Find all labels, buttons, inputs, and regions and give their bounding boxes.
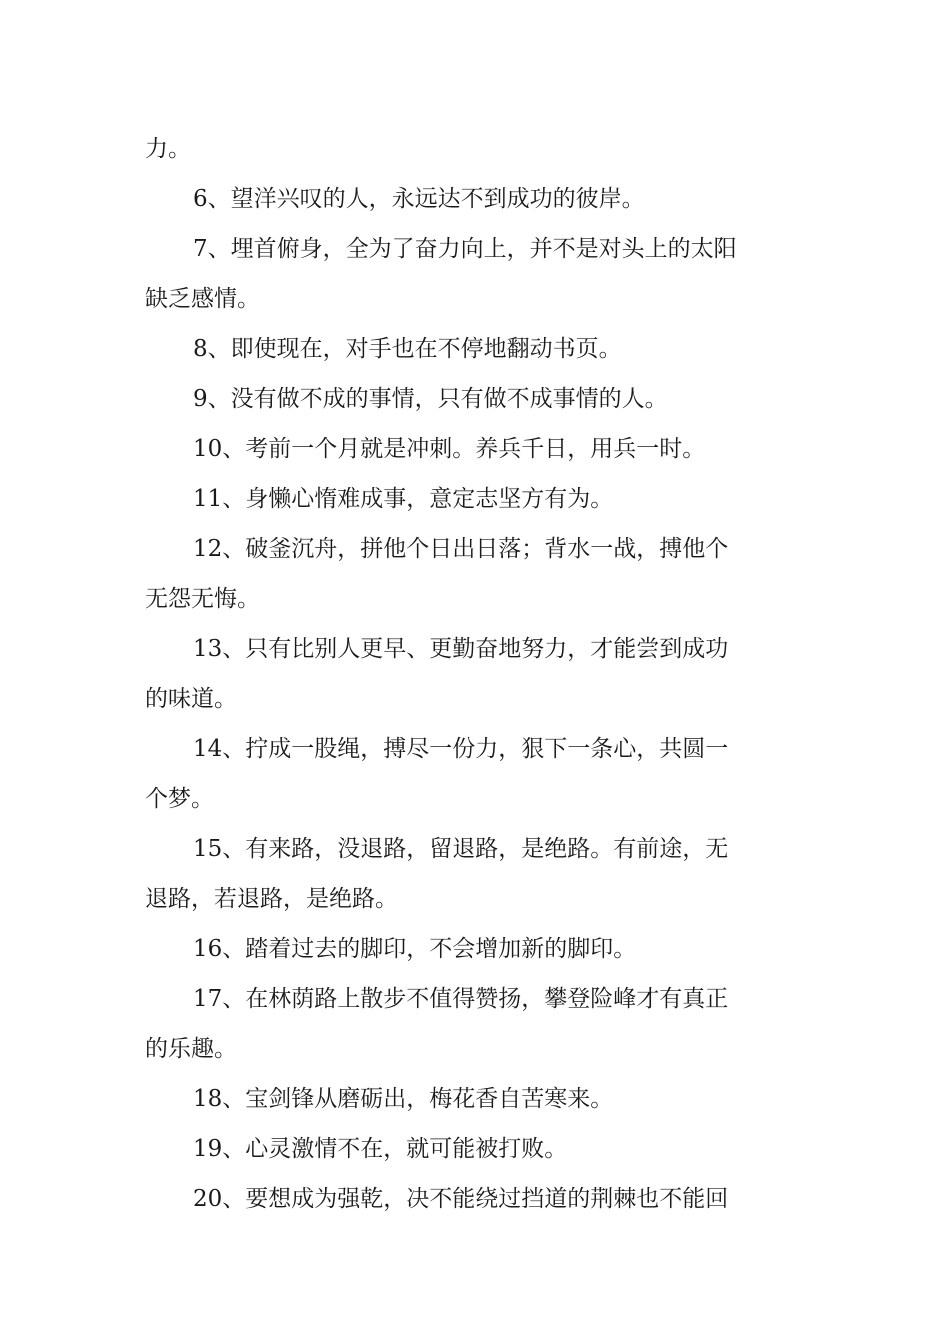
text-line: 6、望洋兴叹的人，永远达不到成功的彼岸。 bbox=[193, 186, 645, 212]
text-line: 12、破釜沉舟，拼他个日出日落；背水一战，搏他个 bbox=[193, 536, 729, 562]
text-line: 的乐趣。 bbox=[145, 1036, 237, 1062]
document-body bbox=[145, 124, 807, 1224]
text-line: 力。 bbox=[145, 136, 191, 162]
text-line: 10、考前一个月就是冲刺。养兵千日，用兵一时。 bbox=[193, 436, 706, 462]
text-line: 缺乏感情。 bbox=[145, 286, 260, 312]
text-line: 16、踏着过去的脚印，不会增加新的脚印。 bbox=[193, 936, 637, 962]
text-line: 14、拧成一股绳，搏尽一份力，狠下一条心，共圆一 bbox=[193, 736, 729, 762]
text-line: 个梦。 bbox=[145, 786, 214, 812]
text-line: 退路，若退路，是绝路。 bbox=[145, 886, 398, 912]
text-line: 19、心灵激情不在，就可能被打败。 bbox=[193, 1136, 568, 1162]
text-line: 8、即使现在，对手也在不停地翻动书页。 bbox=[193, 336, 622, 362]
text-line: 17、在林荫路上散步不值得赞扬，攀登险峰才有真正 bbox=[193, 986, 729, 1012]
text-line: 11、身懒心惰难成事，意定志坚方有为。 bbox=[193, 486, 614, 512]
text-line: 15、有来路，没退路，留退路，是绝路。有前途，无 bbox=[193, 836, 729, 862]
text-line: 7、埋首俯身，全为了奋力向上，并不是对头上的太阳 bbox=[193, 236, 737, 262]
text-line: 18、宝剑锋从磨砺出，梅花香自苦寒来。 bbox=[193, 1086, 614, 1112]
text-line: 无怨无悔。 bbox=[145, 586, 260, 612]
text-line: 的味道。 bbox=[145, 686, 237, 712]
text-line: 20、要想成为强乾，决不能绕过挡道的荆棘也不能回 bbox=[193, 1186, 729, 1212]
text-line: 9、没有做不成的事情，只有做不成事情的人。 bbox=[193, 386, 668, 412]
text-line: 13、只有比别人更早、更勤奋地努力，才能尝到成功 bbox=[193, 636, 729, 662]
